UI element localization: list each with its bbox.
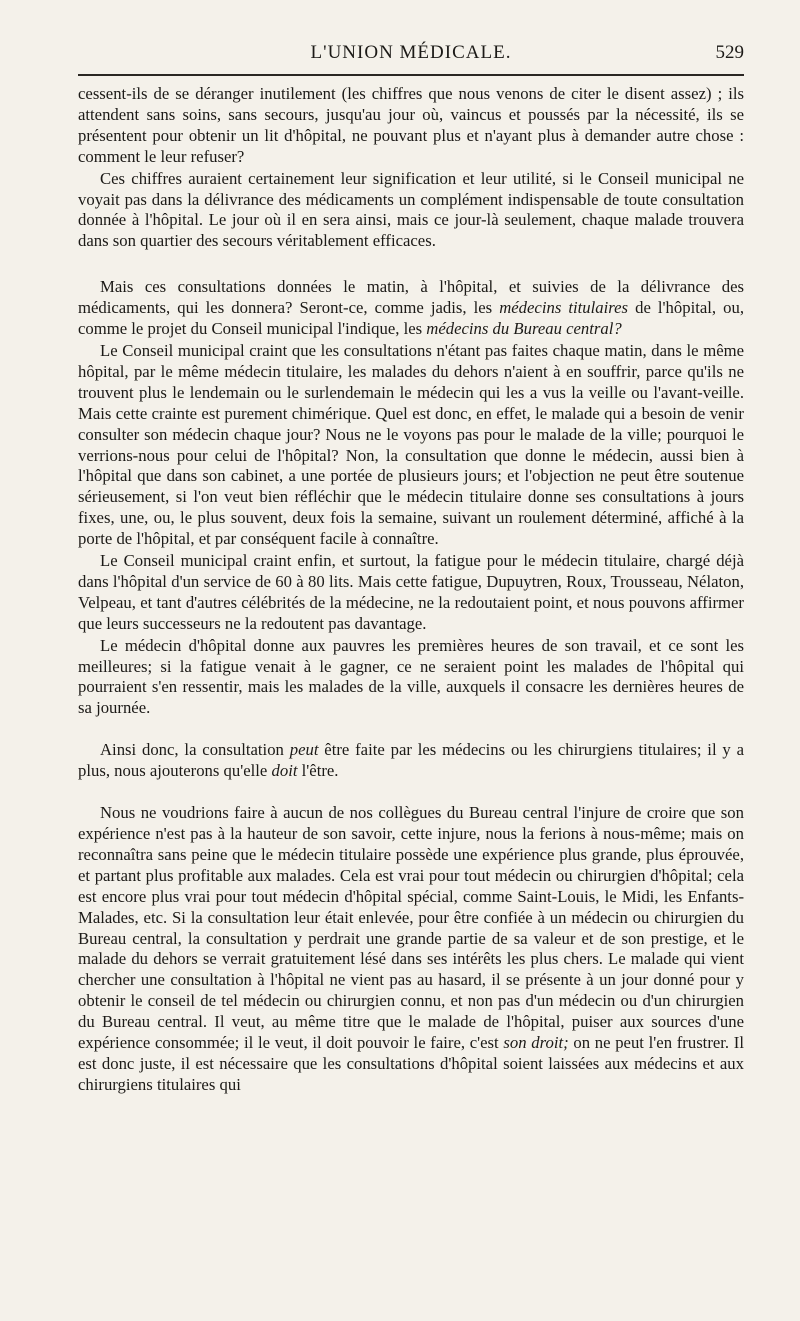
emphasis-medecins-titulaires: médecins titulaires	[499, 298, 629, 318]
emphasis-son-droit: son droit;	[503, 1033, 569, 1053]
paragraph-2	[78, 169, 744, 253]
paragraph-1	[78, 84, 744, 168]
emphasis-peut: peut	[289, 740, 319, 760]
paragraph-text: Nous ne voudrions faire à aucun de nos collègues du Bureau central l'injure de croire que son expérience n'est pas à la hauteur de son savoir, cette injure, nous la ferions à nous-même; mais on reconnaîtra sans peine que le médecin titulaire possède une expérience plus grande, plus éprouvée, et partant plus profitable aux malades. Cela est vrai pour tout médecin ou chirurgien d'hôpital; cela est encore plus vrai pour tout médecin d'hôpital spécial, comme Saint-Louis, le Midi, les Enfants-Malades, etc. Si la consultation leur était enlevée, pour être confiée à un médecin ou chirurgien du Bureau central, la consultation y perdrait une grande partie de sa valeur et de son prestige, et le malade du dehors se verrait gratuitement lésé dans ses intérêts les plus chers. Le malade qui vient chercher une consultation à l'hôpital ne vient pas au hasard, il se présente à un jour donné pour y obtenir le conseil de tel médecin ou chirurgien connu, et non pas d'un médecin ou d'un chirurgien du Bureau central. Il veut, au même titre que le malade de l'hôpital, puiser aux sources d'une expérience consommée; il le veut, il doit pouvoir le faire, c'est	[78, 803, 744, 1053]
emphasis-bureau-central: médecins du Bureau central?	[426, 319, 622, 339]
paragraph-text: être faite par les médecins ou les chirurgiens titulaires; il y a plus, nous ajouterons qu'elle	[78, 740, 744, 781]
paragraph-text: l'être.	[297, 761, 339, 781]
article-body	[78, 84, 744, 1096]
paragraph-8	[78, 803, 744, 1096]
paragraph-6	[78, 636, 744, 720]
paragraph-text: Le Conseil municipal craint que les consultations n'étant pas faites chaque matin, dans le même hôpital, par le même médecin titulaire, les malades du dehors n'aient à en souffrir, parce qu'ils ne trouvent plus le lendemain ou le surlendemain le médecin qui les a vus la veille ou l'avant-veille. Mais cette crainte est purement chimérique. Quel est donc, en effet, le malade qui a besoin de venir consulter son médecin chaque jour? Nous ne le voyons pas pour le malade de la ville; pourquoi le verrions-nous pour celui de l'hôpital? Non, la consultation que donne le médecin, aussi bien à l'hôpital que dans son cabinet, a une portée de plusieurs jours; et l'objection ne peut être soutenue sérieusement, si l'on veut bien réfléchir que le médecin titulaire donne ses consultations à jours fixes, une, ou, le plus souvent, deux fois la semaine, suivant un roulement déterminé, affiché à la porte de l'hôpital, et par conséquent facile à connaître.	[78, 340, 744, 549]
paragraph-3	[78, 277, 744, 340]
paragraph-text: Mais ces consultations données le matin, à l'hôpital, et suivies de la délivrance des médicaments, qui les donnera? Seront-ce, comme jadis, les	[78, 277, 744, 318]
paragraph-text: cessent-ils de se déranger inutilement (les chiffres que nous venons de citer le disent assez) ; ils attendent sans soins, sans secours, jusqu'au jour où, vaincus et poussés par la nécessité, ils se présentent pour obtenir un lit d'hôpital, ne pouvant plus et n'ayant plus à demander autre chose : comment le leur refuser?	[78, 84, 744, 166]
paragraph-text: Ainsi donc, la consultation	[100, 740, 290, 760]
paragraph-text: on ne peut l'en frustrer. Il est donc juste, il est nécessaire que les consultations d'hôpital soient laissées aux médecins et aux chirurgiens titulaires qui	[78, 1033, 744, 1094]
running-title: L'UNION MÉDICALE.	[310, 42, 512, 63]
paragraph-text: Le Conseil municipal craint enfin, et surtout, la fatigue pour le médecin titulaire, chargé déjà dans l'hôpital d'un service de 60 à 80 lits. Mais cette fatigue, Dupuytren, Roux, Trousseau, Nélaton, Velpeau, et tant d'autres célébrités de la médecine, ne la redoutaient point, et nous pouvons affirmer que leurs successeurs ne la redoutent pas davantage.	[78, 551, 744, 633]
paragraph-7	[78, 740, 744, 782]
header-rule	[78, 74, 744, 76]
page-header	[78, 38, 744, 72]
paragraph-text: Le médecin d'hôpital donne aux pauvres les premières heures de son travail, et ce sont les meilleures; si la fatigue venait à le gagner, ce ne seraient point les malades de l'hôpital qui pourraient s'en ressentir, mais les malades de la ville, auxquels il consacre les dernières heures de sa journée.	[78, 635, 744, 718]
paragraph-text: de l'hôpital, ou, comme le projet du Conseil municipal l'indique, les	[78, 298, 745, 339]
emphasis-doit: doit	[271, 761, 298, 781]
paragraph-5	[78, 551, 744, 635]
paragraph-4	[78, 341, 744, 550]
paragraph-text: Ces chiffres auraient certainement leur signification et leur utilité, si le Conseil municipal ne voyait pas dans la délivrance des médicaments un complément indispensable de toute consultation donnée à l'hôpital. Le jour où il en sera ainsi, mais ce jour-là seulement, chaque malade trouvera dans son quartier des secours véritablement efficaces.	[78, 168, 744, 251]
page-number: 529	[715, 42, 744, 63]
